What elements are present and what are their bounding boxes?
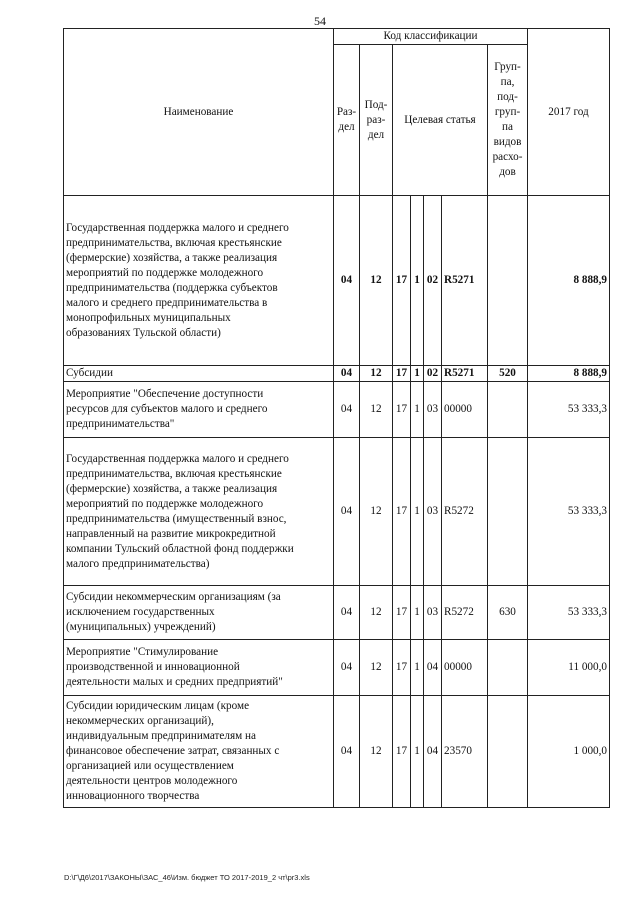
row-target-event: 03 — [424, 438, 442, 586]
table-row — [64, 696, 610, 808]
row-target-subprogram: 1 — [411, 382, 424, 438]
row-name: Субсидии юридическим лицам (кроме некоммерческих организаций), индивидуальным предпринимателям на финансовое обеспечение затрат, связанных с организацией или осуществлением деятельности центров молодежного инновационного творчества — [64, 696, 334, 808]
row-podrazdel: 12 — [360, 366, 393, 382]
row-target-program: 17 — [393, 640, 411, 696]
row-podrazdel: 12 — [360, 382, 393, 438]
header-name: Наименование — [64, 29, 334, 196]
row-name: Субсидии некоммерческим организациям (за исключением государственных (муниципальных) учреждений) — [64, 586, 334, 640]
row-podrazdel: 12 — [360, 586, 393, 640]
table-row — [64, 640, 610, 696]
footer-file-path: D:\Г\Д6\2017\ЗАКОНЫ\ЗАС_46\Изм. бюджет ТО 2017-2019_2 чт\pr3.xls — [64, 873, 310, 882]
row-target-event: 02 — [424, 366, 442, 382]
row-target-event: 02 — [424, 196, 442, 366]
row-target-subprogram: 1 — [411, 366, 424, 382]
row-razdel: 04 — [334, 196, 360, 366]
row-podrazdel: 12 — [360, 438, 393, 586]
header-podrazdel: Под- раз- дел — [360, 45, 393, 196]
row-target-code: 00000 — [442, 640, 488, 696]
row-amount: 53 333,3 — [528, 438, 610, 586]
row-podrazdel: 12 — [360, 640, 393, 696]
row-target-program: 17 — [393, 438, 411, 586]
row-podrazdel: 12 — [360, 696, 393, 808]
page-number: 54 — [314, 14, 326, 28]
row-target-subprogram: 1 — [411, 640, 424, 696]
header-razdel: Раз- дел — [334, 45, 360, 196]
row-razdel: 04 — [334, 382, 360, 438]
row-target-event: 03 — [424, 382, 442, 438]
row-target-event: 04 — [424, 640, 442, 696]
row-target-program: 17 — [393, 696, 411, 808]
header-target-article: Целевая статья — [393, 45, 488, 196]
row-target-event: 03 — [424, 586, 442, 640]
row-expense-group — [488, 640, 528, 696]
row-razdel: 04 — [334, 438, 360, 586]
row-razdel: 04 — [334, 640, 360, 696]
row-name: Мероприятие "Обеспечение доступности ресурсов для субъектов малого и среднего предпринимательства" — [64, 382, 334, 438]
table-row — [64, 196, 610, 366]
row-amount: 53 333,3 — [528, 382, 610, 438]
row-target-code: 23570 — [442, 696, 488, 808]
row-amount: 11 000,0 — [528, 640, 610, 696]
row-amount: 8 888,9 — [528, 196, 610, 366]
row-target-program: 17 — [393, 382, 411, 438]
header-year: 2017 год — [528, 29, 610, 196]
row-target-code: R5271 — [442, 366, 488, 382]
row-name: Субсидии — [64, 366, 334, 382]
row-razdel: 04 — [334, 696, 360, 808]
table-row — [64, 438, 610, 586]
row-target-program: 17 — [393, 366, 411, 382]
row-podrazdel: 12 — [360, 196, 393, 366]
row-amount: 1 000,0 — [528, 696, 610, 808]
row-target-code: 00000 — [442, 382, 488, 438]
row-razdel: 04 — [334, 366, 360, 382]
header-row-top — [64, 29, 610, 45]
row-expense-group — [488, 696, 528, 808]
row-name: Государственная поддержка малого и среднего предпринимательства, включая крестьянские (фермерские) хозяйства, а также реализация мероприятий по поддержке молодежного предпринимательства (имущественный взнос, направленный на развитие микрокредитной компании Тульский областной фонд поддержки малого предпринимательства) — [64, 438, 334, 586]
row-amount: 8 888,9 — [528, 366, 610, 382]
row-target-program: 17 — [393, 586, 411, 640]
row-expense-group: 630 — [488, 586, 528, 640]
row-target-subprogram: 1 — [411, 438, 424, 586]
row-expense-group — [488, 382, 528, 438]
table-row — [64, 366, 610, 382]
row-target-program: 17 — [393, 196, 411, 366]
row-target-subprogram: 1 — [411, 586, 424, 640]
row-expense-group: 520 — [488, 366, 528, 382]
table-row — [64, 382, 610, 438]
header-group: Груп- па, под- груп- па видов расхо- дов — [488, 45, 528, 196]
table-row — [64, 586, 610, 640]
row-target-code: R5271 — [442, 196, 488, 366]
budget-table — [63, 28, 610, 808]
row-razdel: 04 — [334, 586, 360, 640]
row-name: Мероприятие "Стимулирование производственной и инновационной деятельности малых и средних предприятий" — [64, 640, 334, 696]
row-target-code: R5272 — [442, 438, 488, 586]
row-expense-group — [488, 196, 528, 366]
row-target-subprogram: 1 — [411, 696, 424, 808]
row-name: Государственная поддержка малого и среднего предпринимательства, включая крестьянские (фермерские) хозяйства, а также реализация мероприятий по поддержке молодежного предпринимательства (поддержка субъектов малого и среднего предпринимательства в монопрофильных муниципальных образованиях Тульской области) — [64, 196, 334, 366]
row-amount: 53 333,3 — [528, 586, 610, 640]
row-expense-group — [488, 438, 528, 586]
row-target-code: R5272 — [442, 586, 488, 640]
row-target-subprogram: 1 — [411, 196, 424, 366]
header-classification: Код классификации — [334, 29, 528, 45]
row-target-event: 04 — [424, 696, 442, 808]
